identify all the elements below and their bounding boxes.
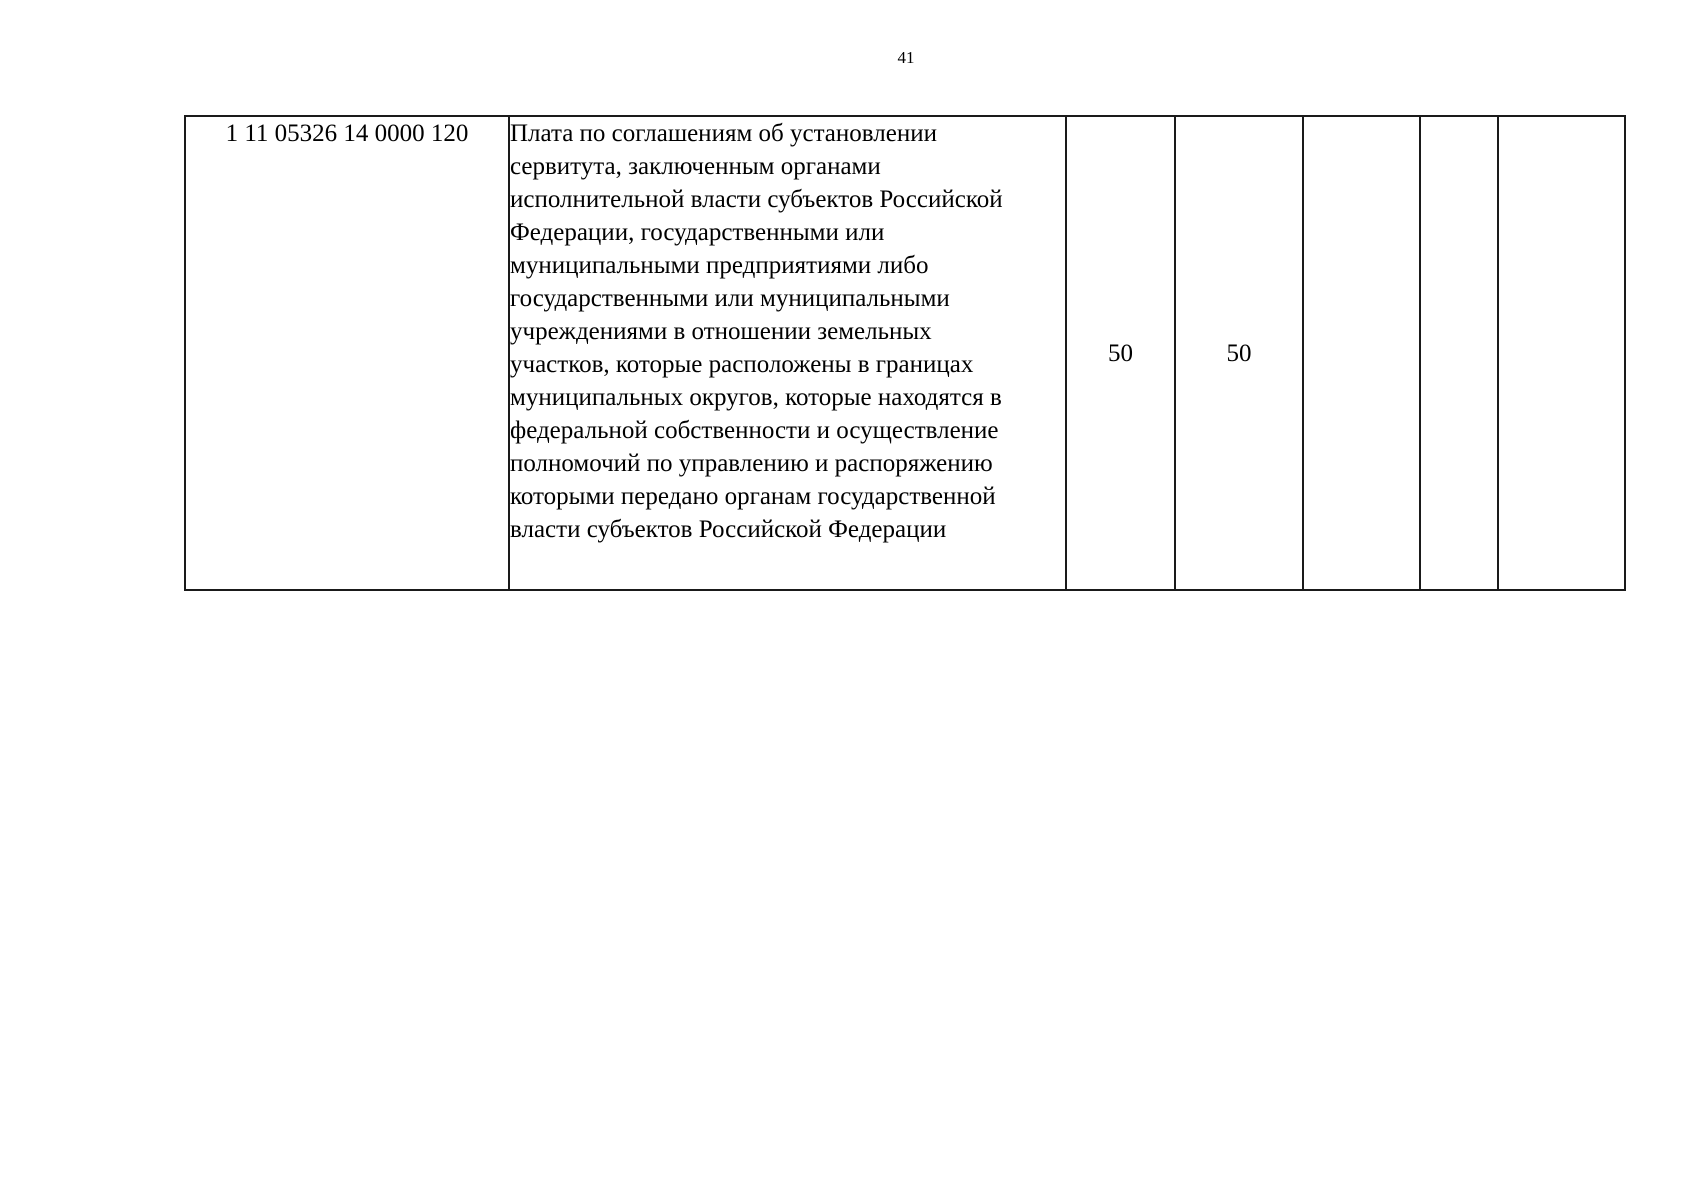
description-line: муниципальными предприятиями либо bbox=[510, 252, 929, 279]
table-row bbox=[185, 116, 1625, 590]
description-line: сервитута, заключенным органами bbox=[510, 153, 881, 180]
value-cell-3 bbox=[1303, 116, 1420, 590]
description-line: Федерации, государственными или bbox=[510, 219, 885, 246]
budget-code-cell: 1 11 05326 14 0000 120 bbox=[185, 116, 509, 590]
description-line: Плата по соглашениям об установлении bbox=[510, 120, 937, 147]
page-number: 41 bbox=[897, 48, 915, 67]
description-line: государственными или муниципальными bbox=[510, 285, 950, 312]
description-line: федеральной собственности и осуществление bbox=[510, 417, 999, 444]
description-line: учреждениями в отношении земельных bbox=[510, 318, 932, 345]
description-line: муниципальных округов, которые находятся в bbox=[510, 384, 1002, 411]
description-line: власти субъектов Российской Федерации bbox=[510, 516, 947, 543]
description-cell bbox=[509, 116, 1066, 590]
value-cell-2: 50 bbox=[1175, 116, 1303, 590]
value-cell-1: 50 bbox=[1066, 116, 1175, 590]
description-line: участков, которые расположены в границах bbox=[510, 351, 974, 378]
value-cell-4 bbox=[1420, 116, 1498, 590]
budget-table bbox=[184, 115, 1626, 591]
description-line: которыми передано органам государственной bbox=[510, 483, 996, 510]
description-line: исполнительной власти субъектов Российской bbox=[510, 186, 1003, 213]
description-line: полномочий по управлению и распоряжению bbox=[510, 450, 993, 477]
value-cell-5 bbox=[1498, 116, 1625, 590]
